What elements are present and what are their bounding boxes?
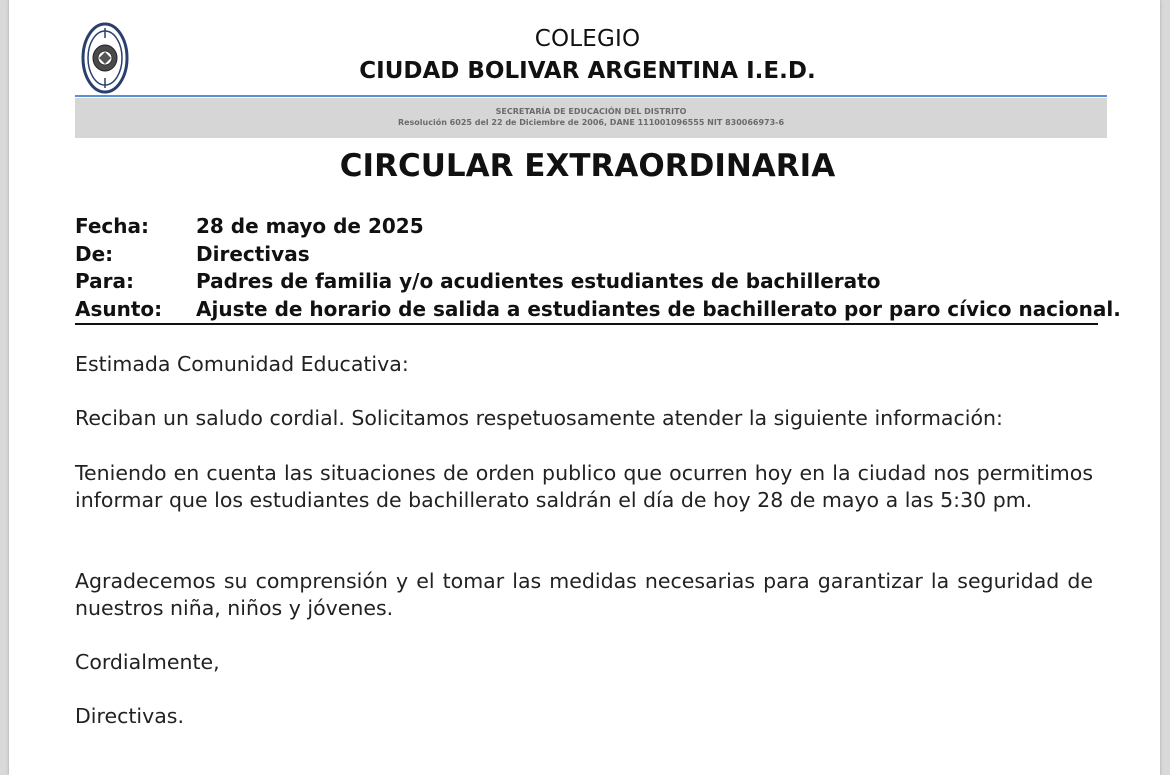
header-divider bbox=[75, 95, 1107, 97]
paragraph-intro: Reciban un saludo cordial. Solicitamos respetuosamente atender la siguiente información: bbox=[75, 406, 1003, 430]
secretariat-text: SECRETARÍA DE EDUCACIÓN DEL DISTRITO bbox=[495, 107, 687, 116]
document-page bbox=[9, 0, 1160, 775]
metadata-divider bbox=[75, 323, 1098, 325]
meta-value: Directivas bbox=[196, 241, 310, 266]
meta-row-subject bbox=[75, 296, 1121, 324]
meta-row-to bbox=[75, 268, 1100, 296]
closing-text: Cordialmente, bbox=[75, 650, 220, 674]
meta-value: Padres de familia y/o acudientes estudiantes de bachillerato bbox=[196, 269, 881, 293]
meta-label: De: bbox=[75, 241, 114, 266]
greeting-text: Estimada Comunidad Educativa: bbox=[75, 352, 409, 376]
school-name-line2: CIUDAD BOLIVAR ARGENTINA I.E.D. bbox=[359, 58, 816, 84]
meta-label: Fecha: bbox=[75, 214, 150, 238]
meta-label: Asunto: bbox=[75, 296, 163, 321]
meta-value: Ajuste de horario de salida a estudiantes de bachillerato por paro cívico nacional. bbox=[196, 296, 1121, 321]
paragraph-announcement: Teniendo en cuenta las situaciones de orden publico que ocurren hoy en la ciudad nos permitimos informar que los estudiantes de bachillerato saldrán el día de hoy 28 de mayo a las 5:30 pm. bbox=[75, 461, 1093, 512]
school-name-line1: COLEGIO bbox=[534, 26, 641, 52]
header-info-band bbox=[75, 98, 1107, 138]
paragraph-thanks: Agradecemos su comprensión y el tomar las medidas necesarias para garantizar la seguridad de nuestros niña, niños y jóvenes. bbox=[75, 569, 1093, 620]
meta-label: Para: bbox=[75, 269, 134, 293]
circular-metadata bbox=[75, 213, 1121, 323]
meta-row-from bbox=[75, 241, 1100, 269]
document-title: CIRCULAR EXTRAORDINARIA bbox=[339, 148, 836, 184]
signature-text: Directivas. bbox=[75, 704, 184, 728]
resolution-text: Resolución 6025 del 22 de Diciembre de 2006, DANE 111001096555 NIT 830066973-6 bbox=[397, 118, 785, 127]
meta-value: 28 de mayo de 2025 bbox=[196, 214, 424, 238]
meta-row-date bbox=[75, 213, 1100, 241]
